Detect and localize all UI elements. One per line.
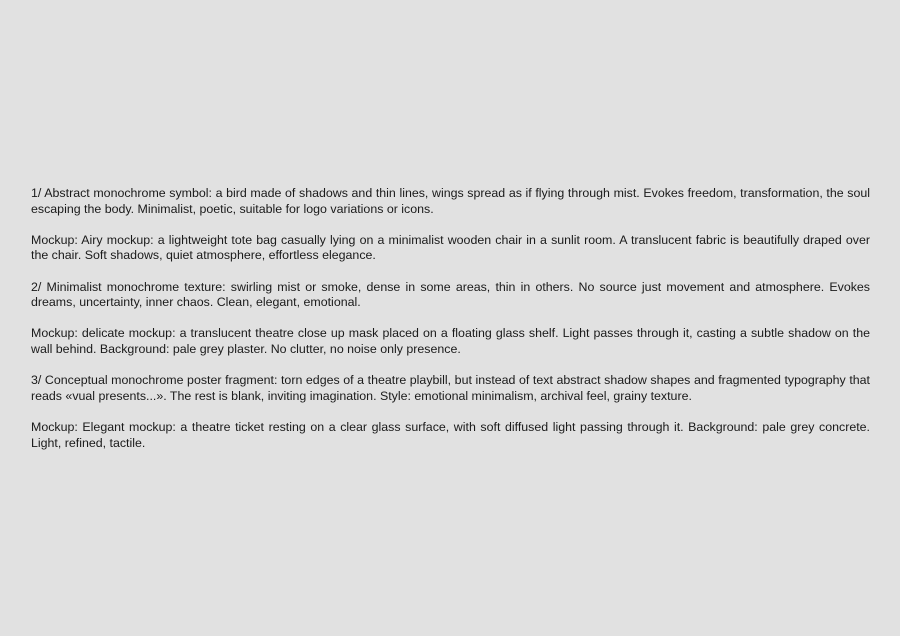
paragraph-3-mockup: Mockup: Elegant mockup: a theatre ticket resting on a clear glass surface, with soft diffused light passing through it. Background: pale grey concrete. Light, refined, tactile. (31, 419, 870, 450)
paragraph-1-concept: 1/ Abstract monochrome symbol: a bird made of shadows and thin lines, wings spread as if flying through mist. Evokes freedom, transformation, the soul escaping the body. Minimalist, poetic, suitable for logo variations or icons. (31, 186, 870, 216)
paragraph-1-mockup: Mockup: Airy mockup: a lightweight tote bag casually lying on a minimalist wooden chair in a sunlit room. A translucent fabric is beautifully draped over the chair. Soft shadows, quiet atmosphere, effortless elegance. (31, 232, 870, 263)
paragraph-2-concept: 2/ Minimalist monochrome texture: swirling mist or smoke, dense in some areas, thin in others. No source just movement and atmosphere. Evokes dreams, uncertainty, inner chaos. Clean, elegant, emotional. (31, 279, 870, 310)
paragraph-2-mockup: Mockup: delicate mockup: a translucent theatre close up mask placed on a floating glass shelf. Light passes through it, casting a subtle shadow on the wall behind. Background: pale grey plaster. No clutter, no noise only presence. (31, 326, 870, 356)
paragraph-3-concept: 3/ Conceptual monochrome poster fragment: torn edges of a theatre playbill, but instead of text abstract shadow shapes and fragmented typography that reads «vual presents...». The rest is blank, inviting imagination. Style: emotional minimalism, archival feel, grainy texture. (31, 373, 870, 403)
text-block (31, 186, 870, 451)
